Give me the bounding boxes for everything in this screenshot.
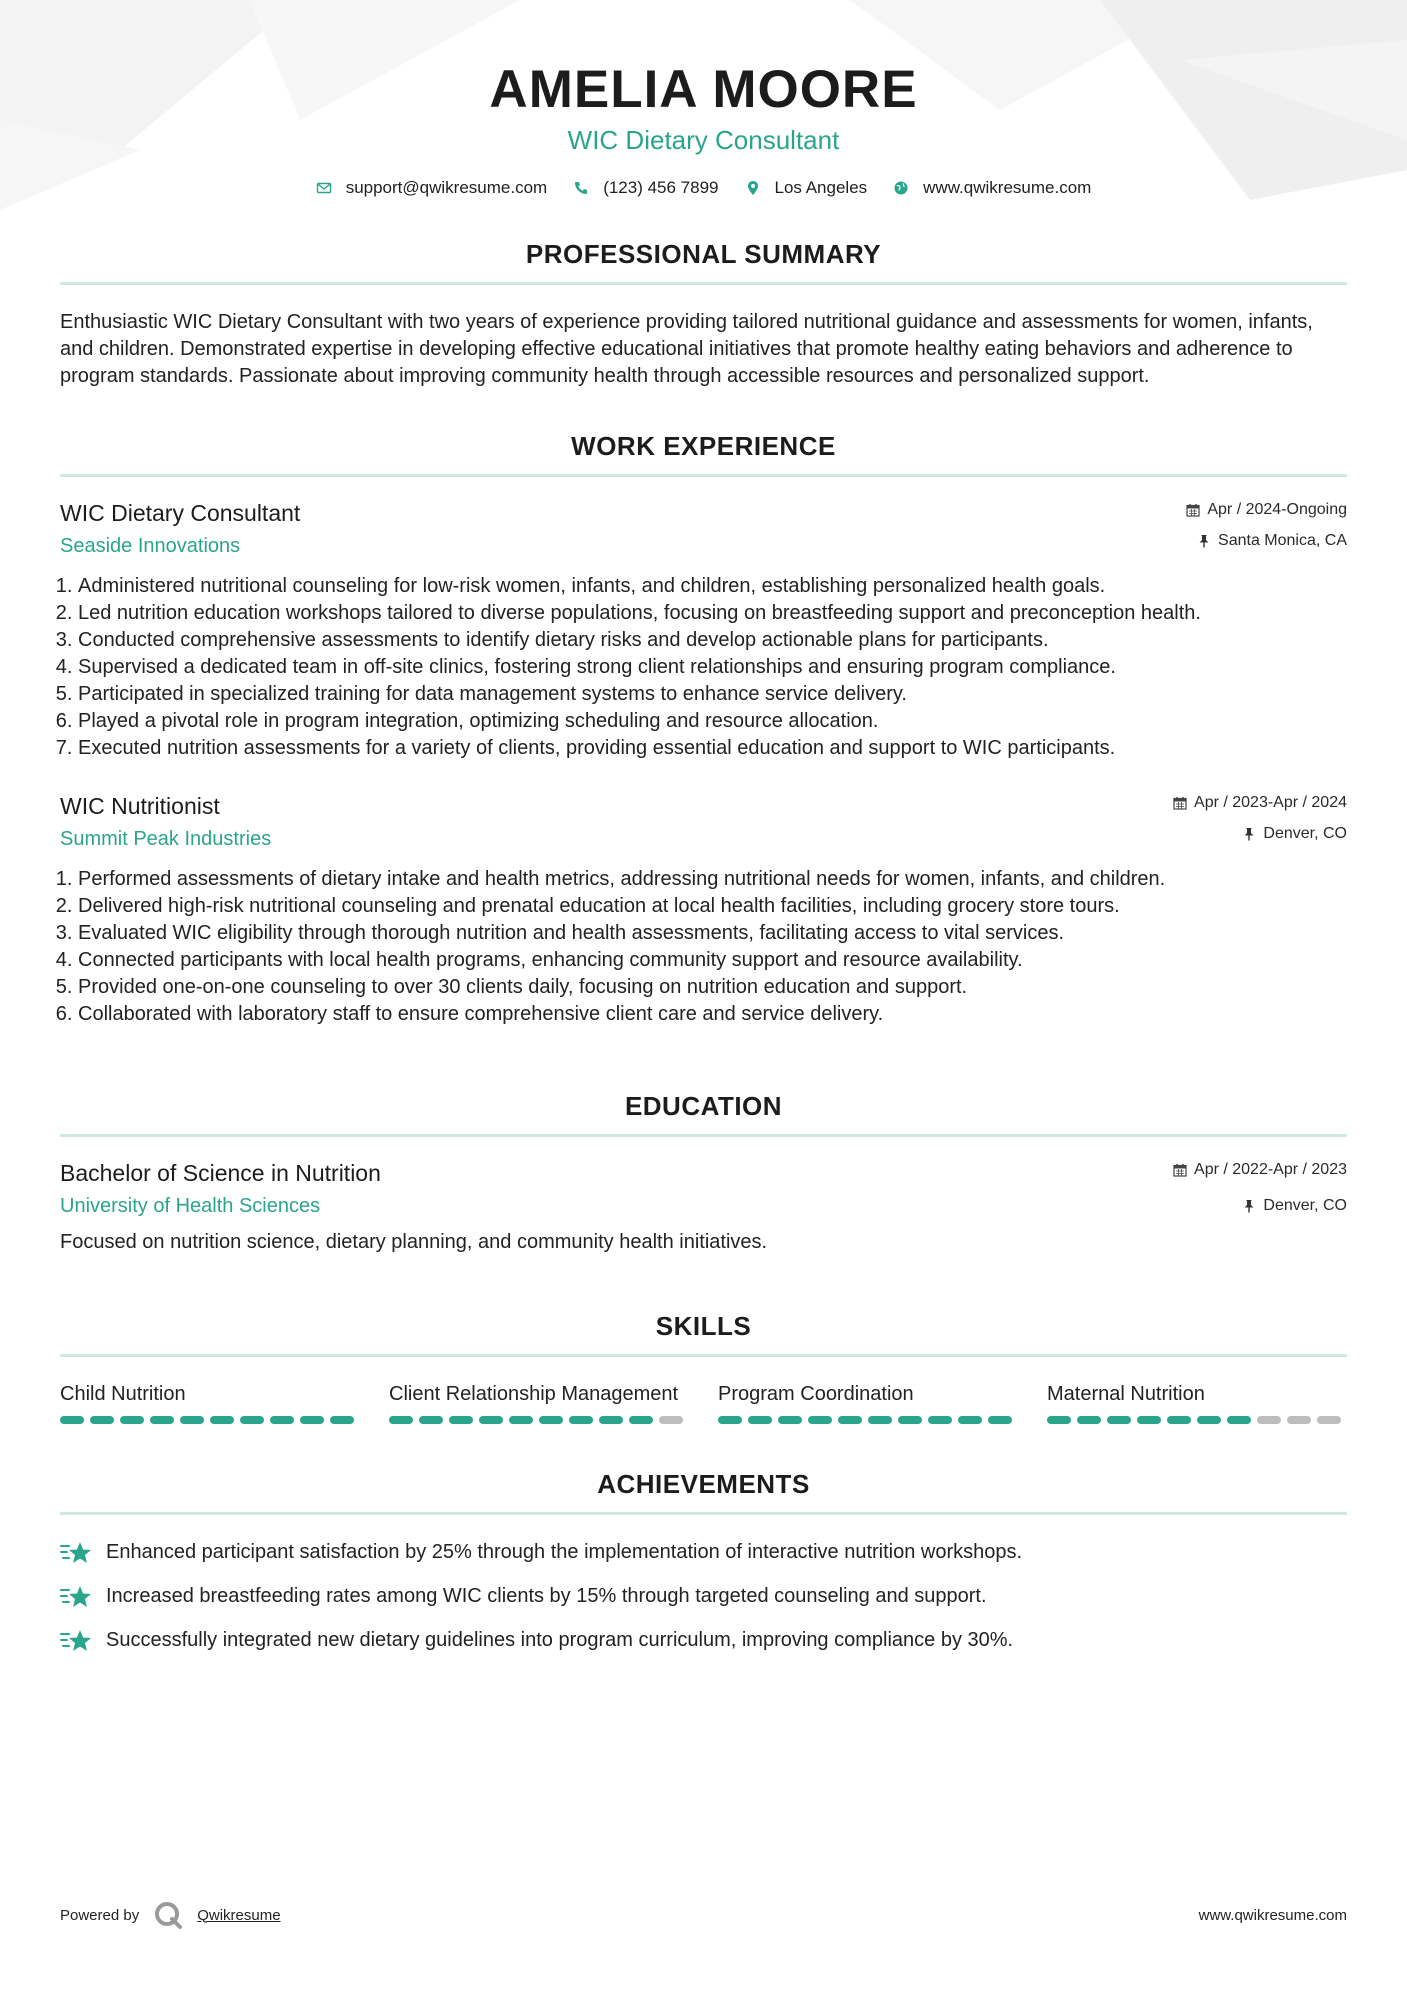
achievement-text: Successfully integrated new dietary guidelines into program curriculum, improving compliance by 30%. xyxy=(106,1629,1014,1651)
skill-dot-filled xyxy=(928,1416,952,1424)
contact-phone[interactable] xyxy=(573,178,718,198)
education-date: Apr / 2022-Apr / 2023 xyxy=(1194,1161,1347,1178)
powered-by-label: Powered by xyxy=(60,1906,140,1924)
summary-text: Enthusiastic WIC Dietary Consultant with two years of experience providing tailored nutritional guidance and assessments for women, infants, and children. Demonstrated expertise in developing effective educational initiatives that promote healthy eating behaviors and adherence to program standards. Passionate about improving community health through accessible resources and personalized support. xyxy=(60,311,1313,387)
pushpin-icon xyxy=(1242,1199,1256,1213)
skill-dot-filled xyxy=(330,1416,354,1424)
skill-dot-filled xyxy=(599,1416,623,1424)
job-entry xyxy=(60,792,1347,1028)
phone-icon xyxy=(573,180,589,196)
skill-dot-filled xyxy=(1167,1416,1191,1424)
powered-by xyxy=(60,1900,281,1930)
skill-dot-empty xyxy=(1287,1416,1311,1424)
duty-item: 6. Played a pivotal role in program integration, optimizing scheduling and resource allocation. xyxy=(78,708,1347,735)
skill-dot-filled xyxy=(1197,1416,1221,1424)
education-description: Focused on nutrition science, dietary planning, and community health initiatives. xyxy=(60,1231,768,1253)
skill-dot-filled xyxy=(629,1416,653,1424)
school-name: University of Health Sciences xyxy=(60,1195,321,1217)
education-section xyxy=(60,1090,1347,1256)
candidate-role: WIC Dietary Consultant xyxy=(567,125,840,155)
skill-dot-filled xyxy=(808,1416,832,1424)
job-duties xyxy=(60,573,1347,762)
skill-dot-filled xyxy=(479,1416,503,1424)
duty-item: 7. Executed nutrition assessments for a variety of clients, providing essential education and support to WIC participants. xyxy=(78,735,1347,762)
duty-item: 2. Delivered high-risk nutritional counseling and prenatal education at local health facilities, including grocery store tours. xyxy=(78,893,1347,920)
education-meta xyxy=(1173,1159,1347,1217)
skill-dot-filled xyxy=(1107,1416,1131,1424)
skill-name: Client Relationship Management xyxy=(389,1383,679,1405)
calendar-icon xyxy=(1173,796,1187,810)
duty-item: 4. Connected participants with local health programs, enhancing community support and resource availability. xyxy=(78,947,1347,974)
skill-dot-filled xyxy=(180,1416,204,1424)
achievements-section xyxy=(60,1468,1347,1654)
section-divider xyxy=(60,1512,1347,1515)
pushpin-icon xyxy=(1242,827,1256,841)
achievements-list xyxy=(60,1539,1347,1654)
summary-section xyxy=(60,238,1347,390)
job-title: WIC Dietary Consultant xyxy=(60,500,301,526)
job-company: Summit Peak Industries xyxy=(60,828,272,850)
contact-location-text: Los Angeles xyxy=(774,178,868,197)
achievement-item xyxy=(60,1583,1347,1610)
section-divider xyxy=(60,282,1347,285)
skill-dot-filled xyxy=(120,1416,144,1424)
skill-item xyxy=(389,1381,688,1424)
skill-dot-filled xyxy=(958,1416,982,1424)
duty-item: 1. Administered nutritional counseling for low-risk women, infants, and children, establishing personalized health goals. xyxy=(78,573,1347,600)
skill-level-meter xyxy=(389,1416,688,1424)
qwikresume-logo xyxy=(153,1900,183,1930)
job-date: Apr / 2024-Ongoing xyxy=(1207,501,1347,518)
skills-heading: SKILLS xyxy=(655,1311,752,1341)
footer-website[interactable]: www.qwikresume.com xyxy=(1198,1906,1347,1924)
skill-dot-filled xyxy=(60,1416,84,1424)
education-entry xyxy=(60,1159,1347,1256)
job-entry xyxy=(60,499,1347,762)
duty-item: 1. Performed assessments of dietary intake and health metrics, addressing nutritional needs for women, infants, and children. xyxy=(78,866,1347,893)
skill-dot-filled xyxy=(1047,1416,1071,1424)
envelope-icon xyxy=(316,180,332,196)
job-date: Apr / 2023-Apr / 2024 xyxy=(1194,794,1347,811)
skill-dot-filled xyxy=(300,1416,324,1424)
skill-dot-filled xyxy=(1077,1416,1101,1424)
skill-item xyxy=(1047,1381,1346,1424)
map-pin-icon xyxy=(745,180,761,196)
job-meta xyxy=(1186,499,1347,552)
achievement-text: Enhanced participant satisfaction by 25% through the implementation of interactive nutrition workshops. xyxy=(106,1541,1023,1563)
skill-dot-filled xyxy=(898,1416,922,1424)
education-heading: EDUCATION xyxy=(624,1091,783,1121)
skill-dot-filled xyxy=(240,1416,264,1424)
job-meta xyxy=(1173,792,1347,845)
summary-heading: PROFESSIONAL SUMMARY xyxy=(525,239,882,269)
skill-dot-empty xyxy=(1257,1416,1281,1424)
skill-dot-filled xyxy=(210,1416,234,1424)
skill-dot-filled xyxy=(838,1416,862,1424)
footer xyxy=(60,1900,1347,1930)
skill-dot-filled xyxy=(718,1416,742,1424)
skill-dot-filled xyxy=(1137,1416,1161,1424)
star-icon xyxy=(60,1584,94,1610)
skill-level-meter xyxy=(60,1416,359,1424)
skill-name: Maternal Nutrition xyxy=(1047,1383,1205,1405)
contact-location xyxy=(745,178,868,198)
skill-item xyxy=(718,1381,1017,1424)
contact-email[interactable] xyxy=(316,178,548,198)
candidate-name: AMELIA MOORE xyxy=(489,60,918,119)
skill-dot-filled xyxy=(270,1416,294,1424)
duty-item: 5. Participated in specialized training for data management systems to enhance service delivery. xyxy=(78,681,1347,708)
skill-dot-filled xyxy=(569,1416,593,1424)
qwikresume-link[interactable]: Qwikresume xyxy=(197,1906,281,1924)
duty-item: 2. Led nutrition education workshops tailored to diverse populations, focusing on breastfeeding support and preconception health. xyxy=(78,600,1347,627)
skill-name: Child Nutrition xyxy=(60,1383,186,1405)
education-location: Denver, CO xyxy=(1263,1197,1347,1214)
skill-dot-filled xyxy=(1227,1416,1251,1424)
skill-dot-filled xyxy=(748,1416,772,1424)
skill-dot-filled xyxy=(419,1416,443,1424)
calendar-icon xyxy=(1173,1163,1187,1177)
globe-icon xyxy=(893,180,909,196)
duty-item: 3. Conducted comprehensive assessments to identify dietary risks and develop actionable plans for participants. xyxy=(78,627,1347,654)
achievement-item xyxy=(60,1627,1347,1654)
calendar-icon xyxy=(1186,503,1200,517)
contact-website-text: www.qwikresume.com xyxy=(923,178,1092,197)
duty-item: 4. Supervised a dedicated team in off-site clinics, fostering strong client relationships and ensuring program compliance. xyxy=(78,654,1347,681)
skill-dot-filled xyxy=(389,1416,413,1424)
experience-section xyxy=(60,430,1347,1028)
achievements-heading: ACHIEVEMENTS xyxy=(597,1469,810,1499)
contact-email-text: support@qwikresume.com xyxy=(345,178,548,197)
contact-website[interactable] xyxy=(893,178,1091,198)
job-location: Denver, CO xyxy=(1263,825,1347,842)
job-duties xyxy=(60,866,1347,1028)
skill-dot-filled xyxy=(868,1416,892,1424)
skills-grid xyxy=(60,1381,1347,1424)
skill-dot-filled xyxy=(150,1416,174,1424)
skill-dot-filled xyxy=(539,1416,563,1424)
job-location: Santa Monica, CA xyxy=(1218,532,1347,549)
skill-dot-filled xyxy=(778,1416,802,1424)
achievement-item xyxy=(60,1539,1347,1566)
contact-phone-text: (123) 456 7899 xyxy=(603,178,719,197)
star-icon xyxy=(60,1540,94,1566)
section-divider xyxy=(60,474,1347,477)
skill-level-meter xyxy=(718,1416,1017,1424)
skill-dot-filled xyxy=(509,1416,533,1424)
achievement-text: Increased breastfeeding rates among WIC clients by 15% through targeted counseling and support. xyxy=(106,1585,987,1607)
skill-name: Program Coordination xyxy=(718,1383,914,1405)
skill-dot-filled xyxy=(988,1416,1012,1424)
degree-title: Bachelor of Science in Nutrition xyxy=(60,1160,381,1186)
pushpin-icon xyxy=(1197,534,1211,548)
job-company: Seaside Innovations xyxy=(60,535,241,557)
contact-bar xyxy=(60,178,1347,198)
skill-item xyxy=(60,1381,359,1424)
duty-item: 6. Collaborated with laboratory staff to ensure comprehensive client care and service delivery. xyxy=(78,1001,1347,1028)
experience-heading: WORK EXPERIENCE xyxy=(571,431,836,461)
duty-item: 3. Evaluated WIC eligibility through thorough nutrition and health assessments, facilitating access to vital services. xyxy=(78,920,1347,947)
skill-dot-filled xyxy=(90,1416,114,1424)
job-title: WIC Nutritionist xyxy=(60,793,220,819)
section-divider xyxy=(60,1134,1347,1137)
skills-section xyxy=(60,1310,1347,1424)
skill-dot-empty xyxy=(1317,1416,1341,1424)
skill-level-meter xyxy=(1047,1416,1346,1424)
duty-item: 5. Provided one-on-one counseling to over 30 clients daily, focusing on nutrition education and support. xyxy=(78,974,1347,1001)
section-divider xyxy=(60,1354,1347,1357)
skill-dot-empty xyxy=(659,1416,683,1424)
star-icon xyxy=(60,1628,94,1654)
skill-dot-filled xyxy=(449,1416,473,1424)
